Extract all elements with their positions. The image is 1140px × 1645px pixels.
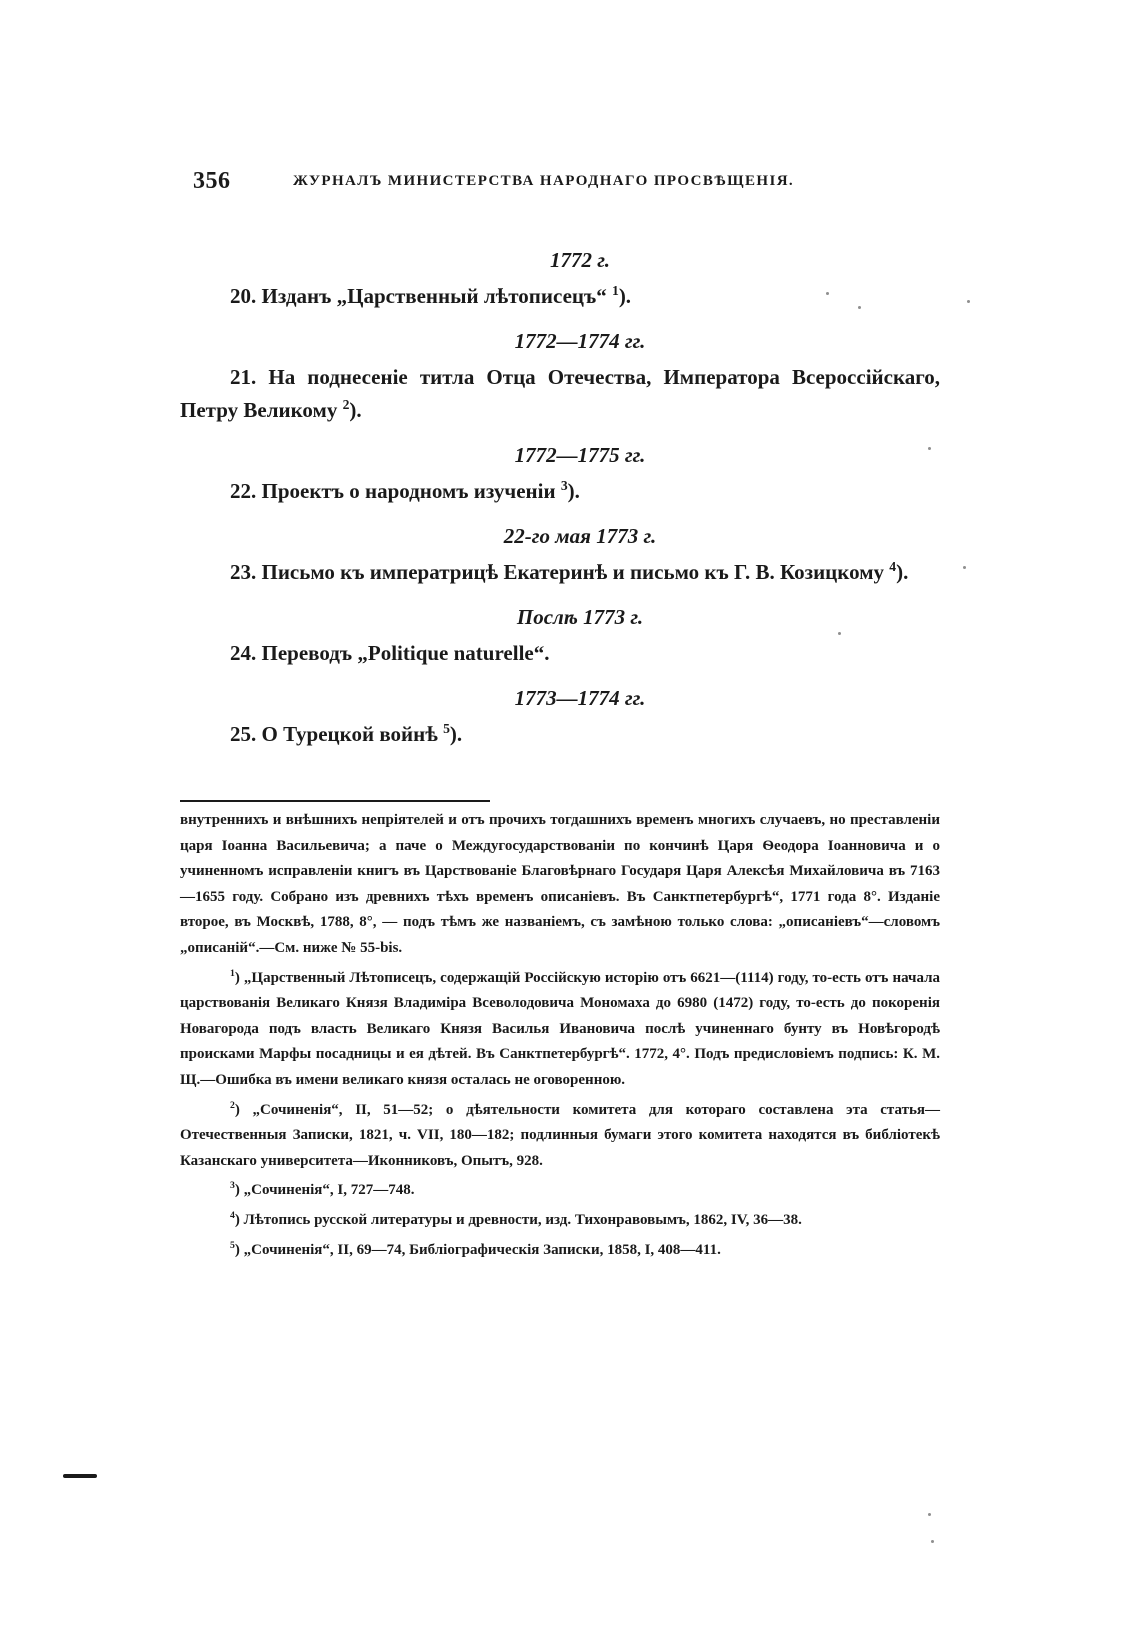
scan-speck [858, 306, 861, 309]
entry-number: 23. [230, 560, 257, 584]
entry-item [180, 718, 940, 751]
date-heading: Послѣ 1773 г. [516, 605, 644, 629]
entry-tail: ). [449, 722, 463, 746]
footnote-mark: 4 [230, 1209, 235, 1221]
entry-number: 24. [230, 641, 257, 665]
entry-item [180, 361, 940, 427]
scan-speck [963, 566, 966, 569]
date-heading: 1773—1774 гг. [514, 686, 646, 710]
footnote-text: „Сочиненія“, I, 727—748. [243, 1182, 415, 1199]
footnote-ref: 5 [443, 721, 450, 736]
footnote-mark: 5 [230, 1239, 235, 1251]
footnote-text: „Сочиненія“, II, 51—52; о дѣятельности комитета для котораго составлена эта статья—Отечественныя Записки, 1821, ч. VII, 180—182; подлинныя бумаги этого комитета находятся въ библіотекѣ Казанскаго университета—Иконниковъ, Опытъ, 928. [180, 1101, 941, 1169]
footnote-mark: 1 [230, 967, 235, 979]
scan-speck [967, 300, 970, 303]
entry-tail: ). [618, 284, 632, 308]
scan-speck [928, 1513, 931, 1516]
entry-number: 22. [230, 479, 257, 503]
entry-item [180, 637, 940, 670]
footnote-mark: 2 [230, 1099, 235, 1111]
date-heading: 1772—1775 гг. [514, 443, 646, 467]
footnote-mark: 3 [230, 1180, 235, 1192]
footnote: $^1$) „Царственный Лѣтописецъ, содержащій Россійскую исторію отъ 6621—(1114) году, то-есть отъ начала царствованія Великаго Князя Владиміра Всеволодовича Мономаха до 6980 (1472) году, то-есть до покоренія Новагорода подъ власть Великаго Князя Василья Ивановича послѣ учиненнаго бунту въ Новѣгородѣ происками Марфы посадницы и ея дѣтей. Въ Санктпетербургѣ“. 1772, 4°. Подъ предисловіемъ подпись: К. М. Щ.—Ошибка въ имени великаго князя осталась не оговоренною. [180, 967, 941, 1088]
footnote: $^3$) „Сочиненія“, I, 727—748. [230, 1180, 415, 1199]
entry-number: 21. [230, 365, 257, 389]
date-heading: 1772 г. [550, 248, 610, 272]
entry-text: На поднесеніе титла Отца Отечества, Императора Всероссійскаго, Петру Великому [180, 365, 941, 422]
entry-text: Изданъ „Царственный лѣтописецъ“ [261, 284, 607, 308]
scan-speck [931, 1540, 934, 1543]
footnote-ref: 4 [889, 559, 897, 574]
entry-item [180, 556, 940, 589]
footnote: $^4$) Лѣтопись русской литературы и древности, изд. Тихонравовымъ, 1862, IV, 36—38. [230, 1209, 802, 1228]
footnote-divider [180, 800, 490, 802]
footnote-text: Лѣтопись русской литературы и древности, изд. Тихонравовымъ, 1862, IV, 36—38. [243, 1211, 802, 1228]
footnote-ref: 1 [611, 283, 619, 298]
entry-item [180, 280, 940, 313]
footnote-continuation: внутреннихъ и внѣшнихъ непріятелей и отъ прочихъ тогдашнихъ временъ многихъ случаевъ, но преставленіи царя Іоанна Васильевича; а паче о Междугосударствованіи по кончинѣ Царя Ѳеодора Іоанновича и о учиненномъ исправленіи книгъ въ Царствованіе Благовѣрнаго Государя Царя Алексѣя Михайловича въ 7163—1655 году. Собрано изъ древнихъ тѣхъ временъ описаніевъ. Въ Санктпетербургѣ“, 1771 года 8°. Изданіе второе, въ Москвѣ, 1788, 8°, — подъ тѣмъ же названіемъ, съ замѣною только слова: „описаніевъ“—словомъ „описаній“.—См. ниже № 55-bis. [180, 812, 940, 956]
entry-tail: ). [896, 560, 909, 584]
entry-text: Проектъ о народномъ изученіи [261, 479, 556, 503]
date-heading: 1772—1774 гг. [514, 329, 646, 353]
entry-text: Письмо къ императрицѣ Екатеринѣ и письмо къ Г. В. Козицкому [261, 560, 884, 584]
footnote-text: „Сочиненія“, II, 69—74, Библіографическія Записки, 1858, I, 408—411. [243, 1241, 721, 1258]
main-text [180, 240, 940, 759]
scan-speck [928, 447, 931, 450]
running-title: ЖУРНАЛЪ МИНИСТЕРСТВА НАРОДНАГО ПРОСВѢЩЕНІЯ. [293, 173, 795, 189]
entry-text: О Турецкой войнѣ [261, 722, 438, 746]
date-heading: 22-го мая 1773 г. [503, 524, 657, 548]
footnote-ref: 3 [560, 478, 568, 493]
footnote-text: „Царственный Лѣтописецъ, содержащій Россійскую исторію отъ 6621—(1114) году, то-есть отъ начала царствованія Великаго Князя Владиміра Всеволодовича Мономаха до 6980 (1472) году, то-есть до покоренія Новагорода подъ власть Великаго Князя Василья Ивановича послѣ учиненнаго бунту въ Новѣгородѣ происками Марфы посадницы и ея дѣтей. Въ Санктпетербургѣ“. 1772, 4°. Подъ предисловіемъ подпись: К. М. Щ.—Ошибка въ имени великаго князя осталась не оговоренною. [180, 969, 941, 1088]
footnotes [180, 808, 940, 1267]
entry-number: 25. [230, 722, 257, 746]
entry-text: Переводъ „Politique naturelle“. [261, 641, 550, 665]
entry-item [180, 475, 940, 508]
entry-tail: ). [349, 398, 362, 422]
footnote: $^5$) „Сочиненія“, II, 69—74, Библіографическія Записки, 1858, I, 408—411. [230, 1239, 721, 1258]
scan-speck [838, 632, 841, 635]
footnote: $^2$) „Сочиненія“, II, 51—52; о дѣятельности комитета для котораго составлена эта статья—Отечественныя Записки, 1821, ч. VII, 180—182; подлинныя бумаги этого комитета находятся въ библіотекѣ Казанскаго университета—Иконниковъ, Опытъ, 928. [180, 1099, 941, 1169]
margin-mark [63, 1474, 97, 1478]
footnote-ref: 2 [342, 397, 350, 412]
page-number: 356 [193, 168, 231, 194]
scan-speck [826, 292, 829, 295]
entry-number: 20. [230, 284, 257, 308]
entry-tail: ). [567, 479, 580, 503]
